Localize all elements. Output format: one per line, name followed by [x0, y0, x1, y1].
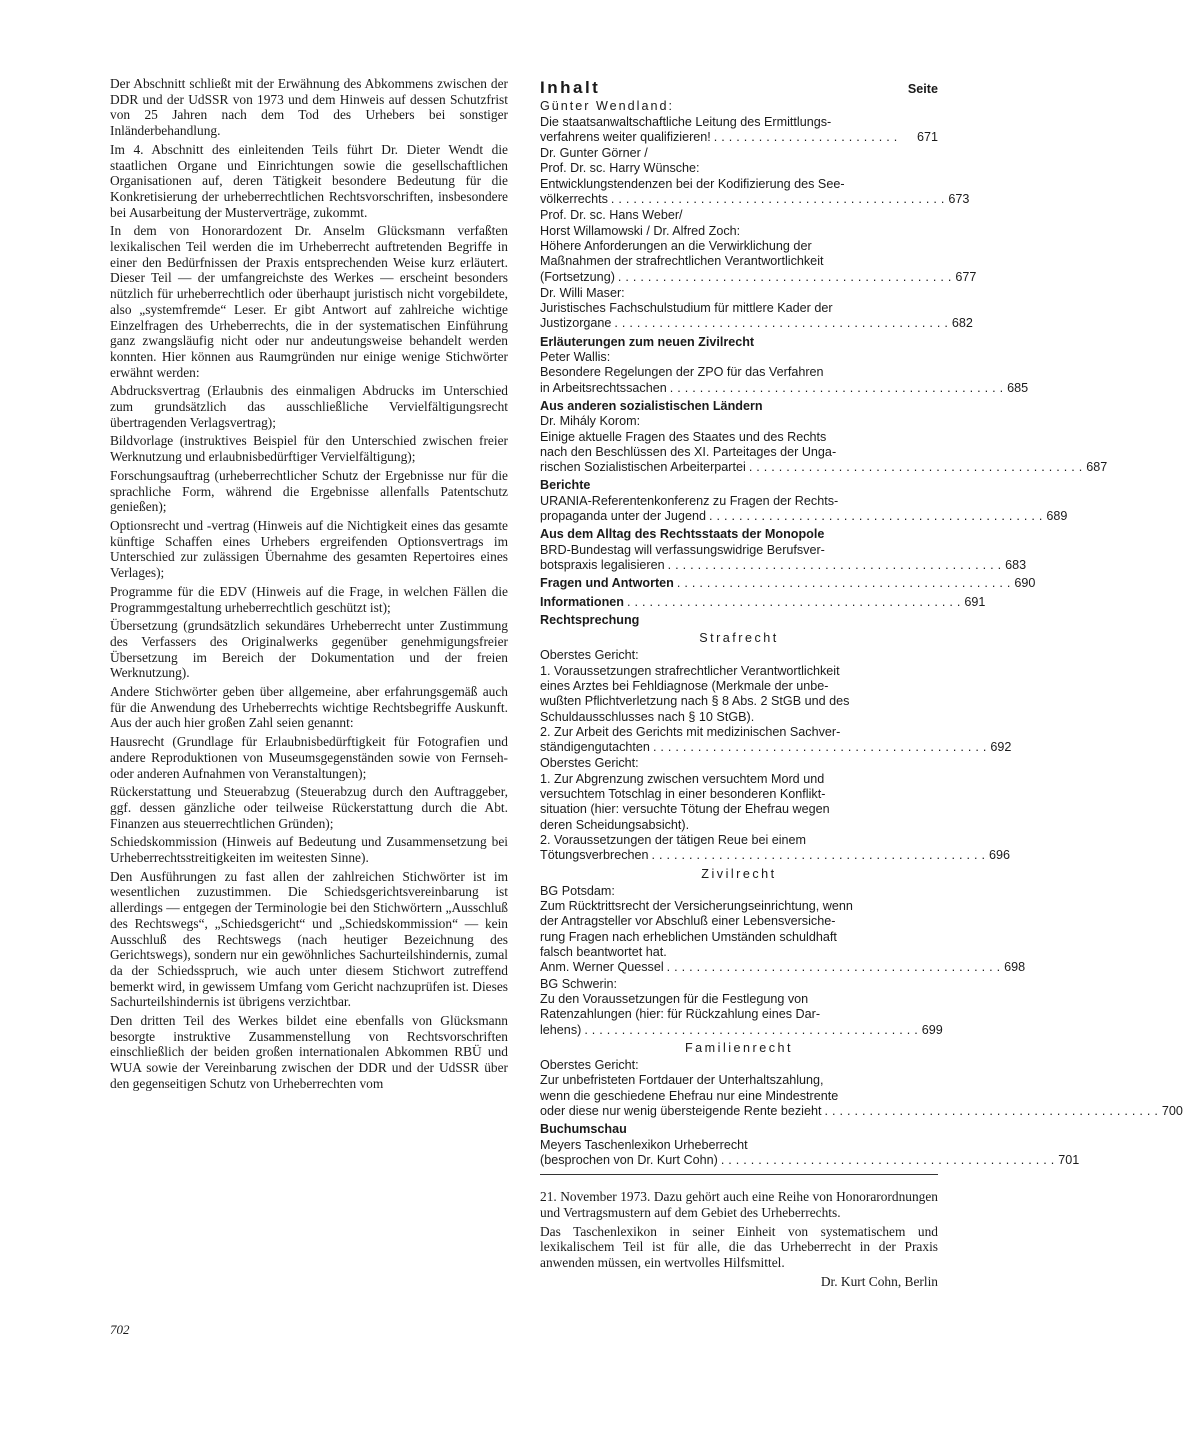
toc-entry-title: deren Scheidungsabsicht).	[540, 817, 690, 832]
divider	[540, 1174, 938, 1175]
toc-entry-title: Entwicklungstendenzen bei der Kodifizierung des See-	[540, 176, 845, 191]
toc-author: Prof. Dr. sc. Hans Weber/	[540, 208, 683, 223]
toc-entry-title: 1. Zur Abgrenzung zwischen versuchtem Mord und	[540, 771, 825, 786]
toc-entry-title: der Antragsteller vor Abschluß einer Lebensversiche-	[540, 914, 836, 929]
toc-court: Oberstes Gericht:	[540, 648, 639, 663]
toc-entry-title: falsch beantwortet hat.	[540, 945, 667, 960]
paragraph: 21. November 1973. Dazu gehört auch eine Reihe von Honorarordnungen und Vertragsmustern auf dem Gebiet des Urheberrechts.	[540, 1189, 938, 1220]
toc-entry-title: Schuldausschlusses nach § 10 StGB).	[540, 709, 755, 724]
toc-entry: Günter Wendland: Die staatsanwaltschaftliche Leitung des Ermittlungs- verfahrens weiter qualifizieren! ......................... 671	[540, 99, 938, 144]
toc-author: Peter Wallis:	[540, 350, 611, 365]
toc-entry: Peter Wallis: Besondere Regelungen der ZPO für das Verfahren in Arbeitsrechtssachen ............................................. 685	[540, 350, 1029, 395]
toc-entry-title: Die staatsanwaltschaftliche Leitung des Ermittlungs-	[540, 114, 832, 129]
toc-page-number: 689	[1046, 509, 1068, 524]
toc-entry: URANIA-Referentenkonferenz zu Fragen der Rechts- propaganda unter der Jugend ............................................. 689	[540, 493, 1068, 524]
toc-subsection-heading: Familienrecht	[684, 1040, 794, 1055]
page-number: 702	[110, 1322, 130, 1337]
signature: Dr. Kurt Cohn, Berlin	[820, 1273, 938, 1289]
paragraph: Hausrecht (Grundlage für Erlaubnisbedürftigkeit für Fotografien und andere Reproduktionen von Museumsgegenständen sowie von Fernseh- oder anderen Aufnahmen von Veranstaltungen);	[110, 734, 508, 781]
toc-entry-title: propaganda unter der Jugend	[540, 509, 706, 524]
table-of-contents: Inhalt Seite Günter Wendland: Die staatsanwaltschaftliche Leitung des Ermittlungs- verfahrens weiter qualifizieren! ......................... 671 Dr. Gunter Görner / Prof. Dr. sc. Harry Wünsche: Entwicklungstendenzen bei der Kodifizierung des See- völkerrechts ............................................. 673 Prof. Dr. sc. Hans Weber/ Horst Willamowski / Dr. Alfred Zoch: Höhere Anforderungen an die Verwirklichung der Maßnahmen der strafrechtlichen Verantwortlichkeit (Fortsetzung) ............................................. 677 Dr. Willi Maser: Juristisches Fachschulstudium für mittlere Kader der Justizorgane ............................................. 682 Erläuterungen zum neuen Zivilrecht Peter Wallis: Besondere Regelungen der ZPO für das Verfahren in Arbeitsrechtssachen ............................................. 685 Aus anderen sozialistischen Ländern Dr. Mihály Korom: Einige aktuelle Fragen des Staates und des Rechts nach den Beschlüssen des XI. Parteitages der Unga- rischen Sozialistischen Arbeiterpartei ............................................. 687 Berichte URANIA-Referentenkonferenz zu Fragen der Rechts- propaganda unter der Jugend ............................................. 689 Aus dem Alltag des Rechtsstaats der Monopole BRD-Bundestag will verfassungswidrige Berufsver- botspraxis legalisieren ............................................. 683 Fragen und Antworten ............................................. 690 Informationen ............................................. 691 Rechtsprechung Strafrecht Oberstes Gericht: 1. Voraussetzungen strafrechtlicher Verantwortlichkeit eines Arztes bei Fehldiagnose (Merkmale der unbe- wußten Pflichtverletzung nach § 8 Abs. 2 StGB und des Schuldausschlusses nach § 10 StGB). 2. Zur Arbeit des Gerichts mit medizinischen Sachver- ständigengutachten ............................................. 692 Oberstes Gericht: 1. Zur Abgrenzung zwischen versuchtem Mord und versuchtem Totschlag in einer besonderen Konflikt- situation (hier: versuchte Tötung der Ehefrau wegen deren Scheidungsabsicht). 2. Voraussetzungen der tätigen Reue bei einem Tötungsverbrechen ............................................. 696 Zivilrecht BG Potsdam: Zum Rücktrittsrecht der Versicherungseinrichtung, wenn der Antragsteller vor Abschluß einer Lebensversiche- rung Fragen nach erheblichen Umständen schuldhaft falsch beantwortet hat. Anm. Werner Quessel ............................................. 698 BG Schwerin: Zu den Voraussetzungen für die Festlegung von Ratenzahlungen (hier: für Rückzahlung eines Dar- lehens) ............................................. 699 Familienrecht Oberstes Gericht: Zur unbefristeten Fortdauer der Unterhaltszahlung, wenn die geschiedene Ehefrau nur eine Mindestrente oder diese nur wenig übersteigende Rente bezieht ............................................. 700 Buchumschau Meyers Taschenlexikon Urheberrecht (besprochen von Dr. Kurt Cohn) ............................................. 701 21. November 1973. Dazu gehört auch eine Reihe von Honorarordnungen und Vertragsmustern auf dem Gebiet des Urheberrechts. Das Taschenlexikon in seiner Einheit von systematischem und lexikalischem Teil ist für alle, die das Urheberrecht in der Praxis anwenden müssen, ein wertvolles Hilfsmittel. Dr. Kurt Cohn, Berlin	[540, 78, 1183, 1289]
toc-entry-title: Ratenzahlungen (hier: für Rückzahlung eines Dar-	[540, 1007, 821, 1022]
paragraph: Rückerstattung und Steuerabzug (Steuerabzug durch den Auftraggeber, ggf. dessen gänzliche oder teilweise Rückerstattung durch die Abt. Finanzen aus steuerrechtlichen Gründen);	[110, 784, 508, 831]
toc-entry-title: Einige aktuelle Fragen des Staates und des Rechts	[540, 429, 827, 444]
toc-entry: Dr. Willi Maser: Juristisches Fachschulstudium für mittlere Kader der Justizorgane ............................................. 682	[540, 285, 973, 331]
toc-entry-title: Höhere Anforderungen an die Verwirklichung der	[540, 238, 812, 253]
toc-entry-title: (Fortsetzung)	[540, 269, 615, 284]
paragraph	[540, 1224, 938, 1271]
paragraph: Den dritten Teil des Werkes bildet eine ebenfalls von Glücksmann besorgte instruktive Zusammenstellung von Rechtsvorschriften einschließlich der beiden großen internationalen Abkommen RBÜ und WUA sowie der Vereinbarung zwischen der DDR und der UdSSR über den gegenseitigen Schutz von Urheberrechten vom	[110, 1013, 508, 1091]
toc-entry: Oberstes Gericht: Zur unbefristeten Fortdauer der Unterhaltszahlung, wenn die geschiedene Ehefrau nur eine Mindestrente oder diese nur wenig übersteigende Rente bezieht ............................................. 700	[540, 1058, 1183, 1118]
toc-author: Dr. Willi Maser:	[540, 285, 625, 300]
toc-entry-title: URANIA-Referentenkonferenz zu Fragen der Rechts-	[540, 493, 839, 508]
paragraph: Programme für die EDV (Hinweis auf die Frage, in welchen Fällen die Programmgestaltung urheberrechtlich geschützt ist);	[110, 583, 508, 615]
toc-author: Günter Wendland:	[540, 99, 674, 114]
toc-entry-title: Juristisches Fachschulstudium für mittlere Kader der	[540, 301, 833, 316]
toc-entry-title: Maßnahmen der strafrechtlichen Verantwortlichkeit	[540, 254, 824, 269]
toc-page-number: 687	[1086, 460, 1108, 475]
toc-entry: BRD-Bundestag will verfassungswidrige Berufsver- botspraxis legalisieren ............................................. 683	[540, 542, 1027, 572]
toc-entry-title: botspraxis legalisieren	[540, 557, 665, 572]
toc-entry: Meyers Taschenlexikon Urheberrecht (besprochen von Dr. Kurt Cohn) ............................................. 701	[540, 1137, 1080, 1167]
toc-entry-title: (besprochen von Dr. Kurt Cohn)	[540, 1152, 718, 1167]
toc-section-heading: Rechtsprechung	[540, 612, 640, 627]
paragraph: Schiedskommission (Hinweis auf Bedeutung und Zusammensetzung bei Urheberrechtsstreitigkeiten im weitesten Sinne).	[110, 834, 508, 866]
toc-court: BG Schwerin:	[540, 976, 617, 991]
toc-author: Dr. Mihály Korom:	[540, 414, 641, 429]
paragraph: In dem von Honorardozent Dr. Anselm Glücksmann verfaßten lexikalischen Teil werden die im Urheberrecht auftretenden Begriffe in einer den Bedürfnissen der Praxis entsprechenden Weise kurz erläutert. Dieser Teil — der umfangreichste des Werkes — erscheint besonders nützlich für urheberrechtlich oder überhaupt juristisch nicht vorgebildete, also „systemfremde“ Leser. Er gibt Antwort auf zahlreiche wichtige Einzelfragen des Urheberrechts, die in der systematischen Einführung ganz zwangsläufig nicht oder nur andeutungsweise behandelt werden konnten. Hier können aus Raumgründen nur einige wenige Stichwörter erwähnt werden:	[110, 223, 508, 380]
toc-page-number: 700	[1161, 1104, 1183, 1118]
toc-entry-title: 2. Voraussetzungen der tätigen Reue bei einem	[540, 832, 807, 847]
toc-entry-title: in Arbeitsrechtssachen	[540, 380, 667, 395]
toc-entry-title: Meyers Taschenlexikon Urheberrecht	[540, 1137, 748, 1152]
toc-entry-title: völkerrechts	[540, 192, 608, 207]
toc-section-heading: Erläuterungen zum neuen Zivilrecht	[540, 334, 755, 349]
toc-page-number: 696	[988, 848, 1010, 863]
toc-entry-title: rung Fragen nach erheblichen Umständen schuldhaft	[540, 929, 837, 944]
toc-section-heading: Buchumschau	[540, 1122, 627, 1137]
paragraph: Der Abschnitt schließt mit der Erwähnung des Abkommens zwischen der DDR und der UdSSR von 1973 und dem Hinweis auf dessen Schutzfrist von 25 Jahren nach dem Tod des Urhebers bei sonstiger Inländerbehandlung.	[110, 76, 508, 139]
toc-author: Dr. Gunter Görner /	[540, 146, 648, 161]
toc-entry-title: 1. Voraussetzungen strafrechtlicher Verantwortlichkeit	[540, 663, 840, 678]
toc-page-number: 690	[1014, 576, 1036, 591]
toc-entry-title: 2. Zur Arbeit des Gerichts mit medizinischen Sachver-	[540, 724, 841, 739]
toc-section-heading: Aus anderen sozialistischen Ländern	[540, 398, 763, 413]
paragraph: Übersetzung (grundsätzlich sekundäres Urheberrecht unter Zustimmung des Verfassers des Originalwerks gegenüber genehmigungsfreier Übersetzung im Bereich der Dokumentation und der freien Werknutzung).	[110, 618, 508, 681]
paragraph: Abdrucksvertrag (Erlaubnis des einmaligen Abdrucks im Unterschied zum grundsätzlich das ausschließliche Vervielfältigungsrecht übertragenden Verlagsvertrag);	[110, 383, 508, 430]
toc-entry-title: Anm. Werner Quessel	[540, 960, 664, 975]
toc-entry-title: verfahrens weiter qualifizieren!	[540, 129, 711, 144]
toc-entry: Oberstes Gericht: 1. Voraussetzungen strafrechtlicher Verantwortlichkeit eines Arztes bei Fehldiagnose (Merkmale der unbe- wußten Pflichtverletzung nach § 8 Abs. 2 StGB und des Schuldausschlusses nach § 10 StGB). 2. Zur Arbeit des Gerichts mit medizinischen Sachver- ständigengutachten ............................................. 692	[540, 648, 1012, 755]
toc-entry-title: Zur unbefristeten Fortdauer der Unterhaltszahlung,	[540, 1073, 824, 1088]
continuation-text	[540, 1189, 938, 1289]
toc-entry-title: rischen Sozialistischen Arbeiterpartei	[540, 460, 746, 475]
toc-page-number: 699	[921, 1022, 943, 1037]
toc-entry-title: wußten Pflichtverletzung nach § 8 Abs. 2 StGB und des	[540, 694, 850, 709]
paragraph: Den Ausführungen zu fast allen der zahlreichen Stichwörter ist im wesentlichen zuzustimmen. Die Schiedsgerichtsvereinbarung ist allerdings — entgegen der Terminologie bei den Stichwörtern „Ausschluß des Rechtswegs“, „Schiedsgericht“ und „Schiedskommission“ — kein Ausschluß des Rechtswegs (nach heutiger Bezeichnung des Gerichtswegs), sondern nur ein gewöhnliches Sachurteilshindernis, zumal da der Schiedsspruch, wie auch unter diesem Stichwort zutreffend bemerkt wird, in gewissem Umfang vom Gericht nachzuprüfen ist. Dieses Sachurteilshindernis ist übrigens verzichtbar.	[110, 868, 508, 1010]
toc-section-heading: Berichte	[540, 478, 591, 493]
toc-page-number: 692	[990, 740, 1012, 755]
toc-entry-title: wenn die geschiedene Ehefrau nur eine Mindestrente	[540, 1088, 839, 1103]
toc-page-number: 698	[1004, 960, 1026, 975]
toc-entry-title: ständigengutachten	[540, 740, 650, 755]
toc-entry: Oberstes Gericht: 1. Zur Abgrenzung zwischen versuchtem Mord und versuchtem Totschlag in einer besonderen Konflikt- situation (hier: versuchte Tötung der Ehefrau wegen deren Scheidungsabsicht). 2. Voraussetzungen der tätigen Reue bei einem Tötungsverbrechen ............................................. 696	[540, 756, 1010, 863]
toc-court: Oberstes Gericht:	[540, 1058, 639, 1073]
toc-header	[540, 80, 938, 97]
toc-section-heading: Fragen und Antworten	[540, 576, 674, 591]
toc-entry: Dr. Mihály Korom: Einige aktuelle Fragen des Staates und des Rechts nach den Beschlüssen des XI. Parteitages der Unga- rischen Sozialistischen Arbeiterpartei ............................................. 687	[540, 414, 1108, 475]
toc-subsection-heading: Zivilrecht	[701, 866, 777, 881]
toc-entry: Prof. Dr. sc. Hans Weber/ Horst Willamowski / Dr. Alfred Zoch: Höhere Anforderungen an die Verwirklichung der Maßnahmen der strafrechtlichen Verantwortlichkeit (Fortsetzung) ............................................. 677	[540, 208, 977, 284]
toc-page-number: 701	[1058, 1152, 1080, 1167]
toc-page-number: 677	[955, 269, 977, 284]
toc-page-number: 691	[964, 594, 986, 609]
toc-entry-title: oder diese nur wenig übersteigende Rente bezieht	[540, 1104, 822, 1118]
toc-entry-title: eines Arztes bei Fehldiagnose (Merkmale der unbe-	[540, 678, 829, 693]
toc-entry-title: lehens)	[540, 1022, 582, 1037]
toc-page-heading: Seite	[907, 82, 938, 96]
toc-subsection-heading: Strafrecht	[699, 631, 779, 646]
paragraph: Forschungsauftrag (urheberrechtlicher Schutz der Ergebnisse nur für die sprachliche Form, während die Ergebnisse allenfalls Patentschutz genießen);	[110, 467, 508, 515]
left-column	[110, 76, 508, 1095]
toc-entry-title: Besondere Regelungen der ZPO für das Verfahren	[540, 365, 824, 380]
toc-page-number: 671	[916, 129, 938, 144]
paragraph: Andere Stichwörter geben über allgemeine, aber erfahrungsgemäß auch für die Anwendung des Urheberrechts wichtige Rechtsbegriffe Auskunft. Aus der auch hier großen Zahl seien genannt:	[110, 684, 508, 731]
toc-court: Oberstes Gericht:	[540, 756, 639, 771]
toc-title: Inhalt	[540, 78, 601, 97]
toc-entry: BG Potsdam: Zum Rücktrittsrecht der Versicherungseinrichtung, wenn der Antragsteller vor Abschluß einer Lebensversiche- rung Fragen nach erheblichen Umständen schuldhaft falsch beantwortet hat. Anm. Werner Quessel ............................................. 698	[540, 883, 1026, 975]
toc-entry: Dr. Gunter Görner / Prof. Dr. sc. Harry Wünsche: Entwicklungstendenzen bei der Kodifizierung des See- völkerrechts ............................................. 673	[540, 146, 970, 207]
toc-entry-title: Zu den Voraussetzungen für die Festlegung von	[540, 991, 809, 1006]
toc-court: BG Potsdam:	[540, 883, 615, 898]
toc-section-heading: Informationen	[540, 594, 624, 609]
toc-entry-title: Zum Rücktrittsrecht der Versicherungseinrichtung, wenn	[540, 899, 853, 914]
toc-author: Prof. Dr. sc. Harry Wünsche:	[540, 161, 700, 176]
toc-entry-title: versuchtem Totschlag in einer besonderen Konflikt-	[540, 787, 826, 802]
paragraph: Optionsrecht und -vertrag (Hinweis auf die Nichtigkeit eines das gesamte künftige Schaffen eines Urhebers ergreifenden Optionsvertrags im Unterschied zur zulässigen Übernahme des gesamten Repertoires eines Verlages);	[110, 517, 508, 581]
toc-entry-title: BRD-Bundestag will verfassungswidrige Berufsver-	[540, 542, 825, 557]
toc-page-number: 683	[1005, 557, 1027, 572]
toc-entry-title: nach den Beschlüssen des XI. Parteitages der Unga-	[540, 444, 837, 459]
toc-entry: BG Schwerin: Zu den Voraussetzungen für die Festlegung von Ratenzahlungen (hier: für Rückzahlung eines Dar- lehens) ............................................. 699	[540, 976, 943, 1037]
toc-page-number: 682	[951, 316, 973, 331]
toc-entry-title: situation (hier: versuchte Tötung der Ehefrau wegen	[540, 802, 830, 817]
toc-entry-title: Justizorgane	[540, 316, 612, 331]
toc-page-number: 685	[1007, 380, 1029, 395]
toc-entry-title: Tötungsverbrechen	[540, 848, 649, 863]
toc-author: Horst Willamowski / Dr. Alfred Zoch:	[540, 223, 741, 238]
toc-page-number: 673	[948, 192, 970, 207]
paragraph: Im 4. Abschnitt des einleitenden Teils führt Dr. Dieter Wendt die staatlichen Organe und Einrichtungen sowie die gesellschaftlichen Organisationen auf, deren Tätigkeit besondere Bedeutung für die Konkretisierung der urheberrechtlichen Rechtsvorschriften, insbesondere bei Ausarbeitung der Musterverträge, zukommt.	[110, 141, 508, 220]
toc-section-heading: Aus dem Alltag des Rechtsstaats der Monopole	[540, 527, 825, 542]
paragraph: Bildvorlage (instruktives Beispiel für den Unterschied zwischen freier Werknutzung und erlaubnisbedürftiger Vervielfältigung);	[110, 433, 508, 465]
paragraph-text: Das Taschenlexikon in seiner Einheit von systematischem und lexikalischem Teil ist für alle, die das Urheberrecht in der Praxis anwenden müssen, ein wertvolles Hilfsmittel.	[540, 1223, 938, 1270]
